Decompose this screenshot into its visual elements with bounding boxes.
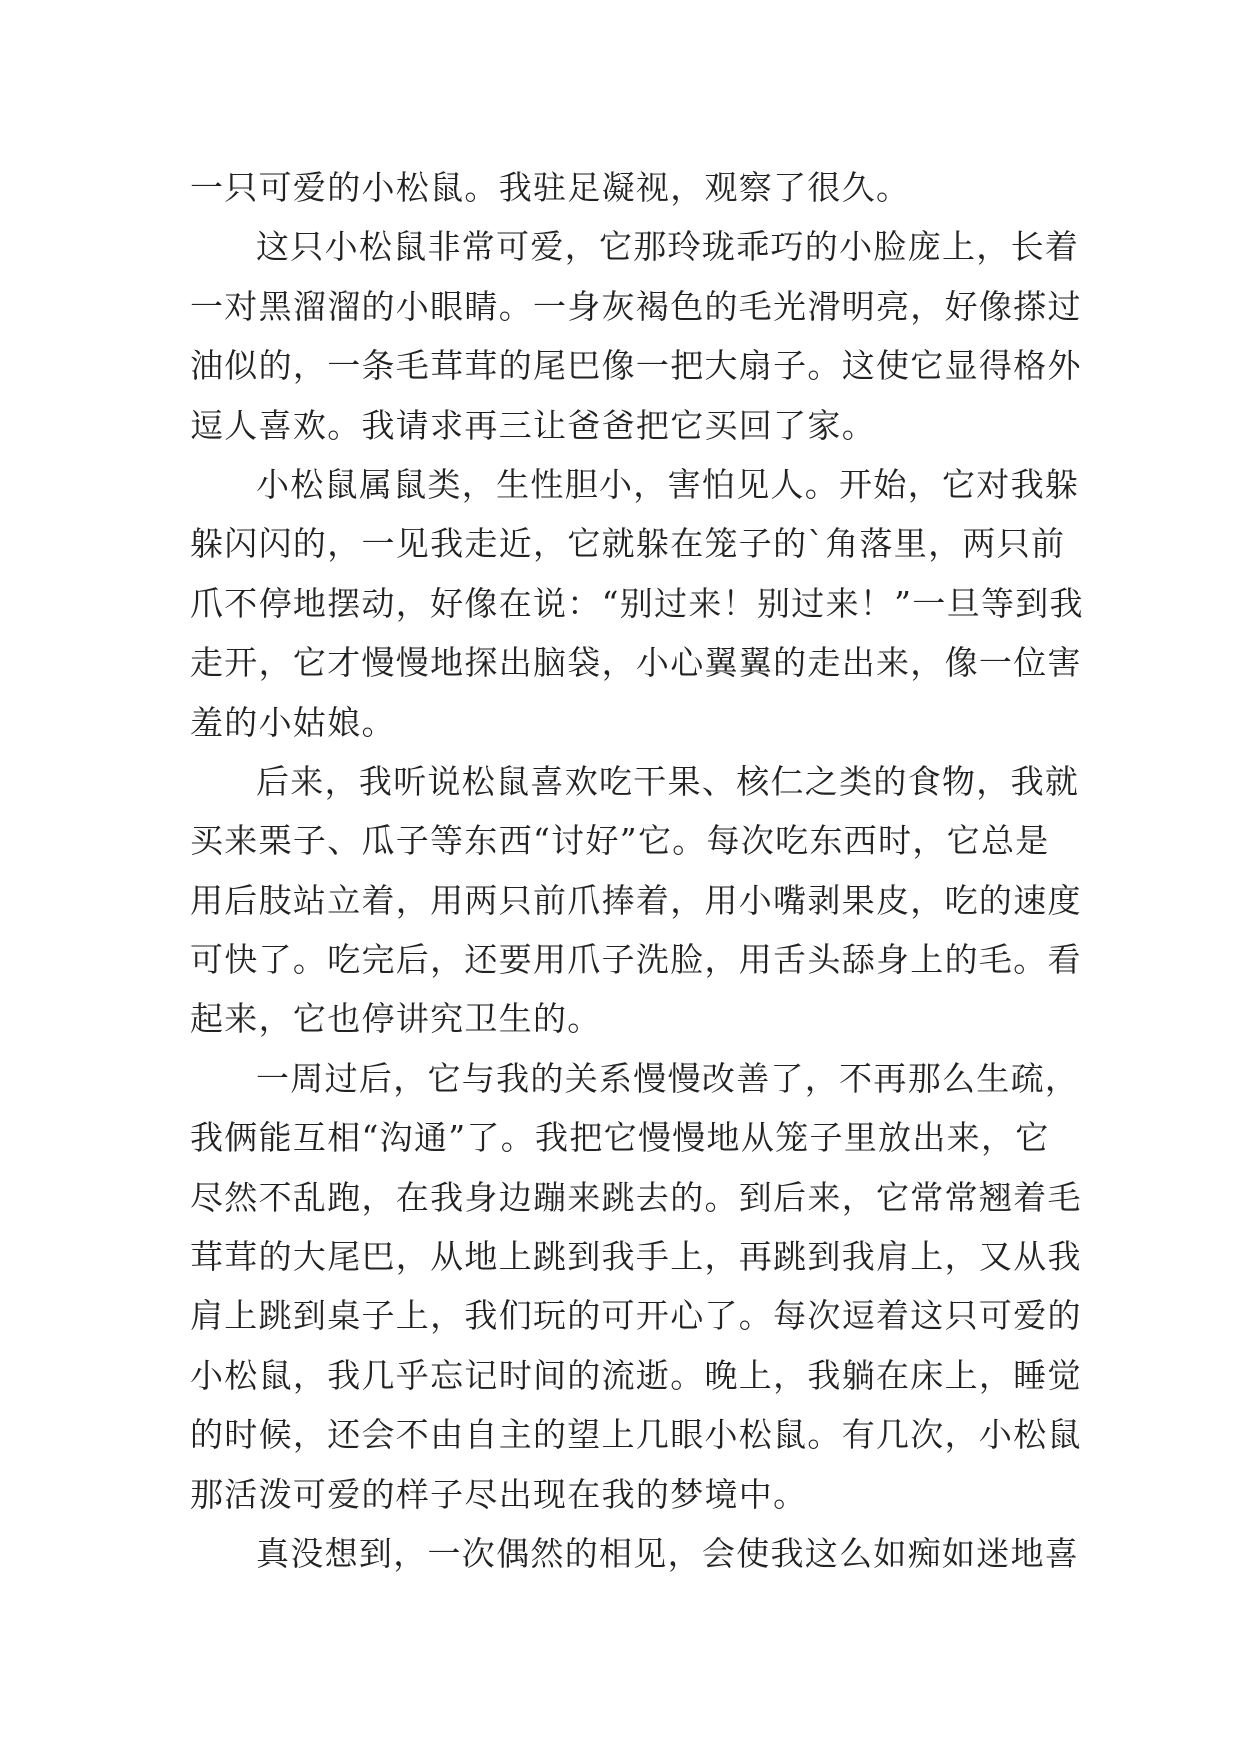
- text-line: 躲闪闪的，一见我走近，它就躲在笼子的`角落里，两只前: [190, 524, 1066, 564]
- essay-body: [190, 158, 1084, 1583]
- text-line: 买来栗子、瓜子等东西“讨好”它。每次吃东西时，它总是: [190, 821, 1050, 861]
- text-line: 尽然不乱跑，在我身边蹦来跳去的。到后来，它常常翘着毛: [190, 1177, 1082, 1217]
- text-line: 逗人喜欢。我请求再三让爸爸把它买回了家。: [190, 405, 876, 445]
- text-line: 用后肢站立着，用两只前爪捧着，用小嘴剥果皮，吃的速度: [190, 880, 1082, 920]
- text-line: 油似的，一条毛茸茸的尾巴像一把大扇子。这使它显得格外: [190, 346, 1082, 386]
- paragraph-first-line: 小松鼠属鼠类，生性胆小，害怕见人。开始，它对我躲: [256, 464, 1080, 504]
- paragraph-first-line: 真没想到，一次偶然的相见，会使我这么如痴如迷地喜: [256, 1533, 1080, 1573]
- text-line: 走开，它才慢慢地探出脑袋，小心翼翼的走出来，像一位害: [190, 643, 1082, 683]
- text-line: 的时候，还会不由自主的望上几眼小松鼠。有几次，小松鼠: [190, 1415, 1082, 1455]
- text-line: 羞的小姑娘。: [190, 702, 396, 742]
- text-line: 我俩能互相“沟通”了。我把它慢慢地从笼子里放出来，它: [190, 1118, 1050, 1158]
- paragraph-first-line: 一周过后，它与我的关系慢慢改善了，不再那么生疏，: [256, 1058, 1080, 1098]
- text-line: 一只可爱的小松鼠。我驻足凝视，观察了很久。: [190, 168, 911, 207]
- text-line: 茸茸的大尾巴，从地上跳到我手上，再跳到我肩上，又从我: [190, 1237, 1082, 1277]
- paragraph-first-line: 这只小松鼠非常可爱，它那玲珑乖巧的小脸庞上，长着: [256, 227, 1080, 267]
- text-line: 爪不停地摆动，好像在说：“别过来！别过来！”一旦等到我: [190, 583, 1084, 623]
- text-line: 起来，它也停讲究卫生的。: [190, 999, 602, 1039]
- text-line: 那活泼可爱的样子尽出现在我的梦境中。: [190, 1474, 808, 1514]
- text-line: 小松鼠，我几乎忘记时间的流逝。晚上，我躺在床上，睡觉: [190, 1355, 1082, 1395]
- text-line: 可快了。吃完后，还要用爪子洗脸，用舌头舔身上的毛。看: [190, 940, 1082, 980]
- text-line: 一对黑溜溜的小眼睛。一身灰褐色的毛光滑明亮，好像搽过: [190, 286, 1082, 326]
- text-line: 肩上跳到桌子上，我们玩的可开心了。每次逗着这只可爱的: [190, 1296, 1082, 1336]
- paragraph-first-line: 后来，我听说松鼠喜欢吃干果、核仁之类的食物，我就: [256, 761, 1080, 801]
